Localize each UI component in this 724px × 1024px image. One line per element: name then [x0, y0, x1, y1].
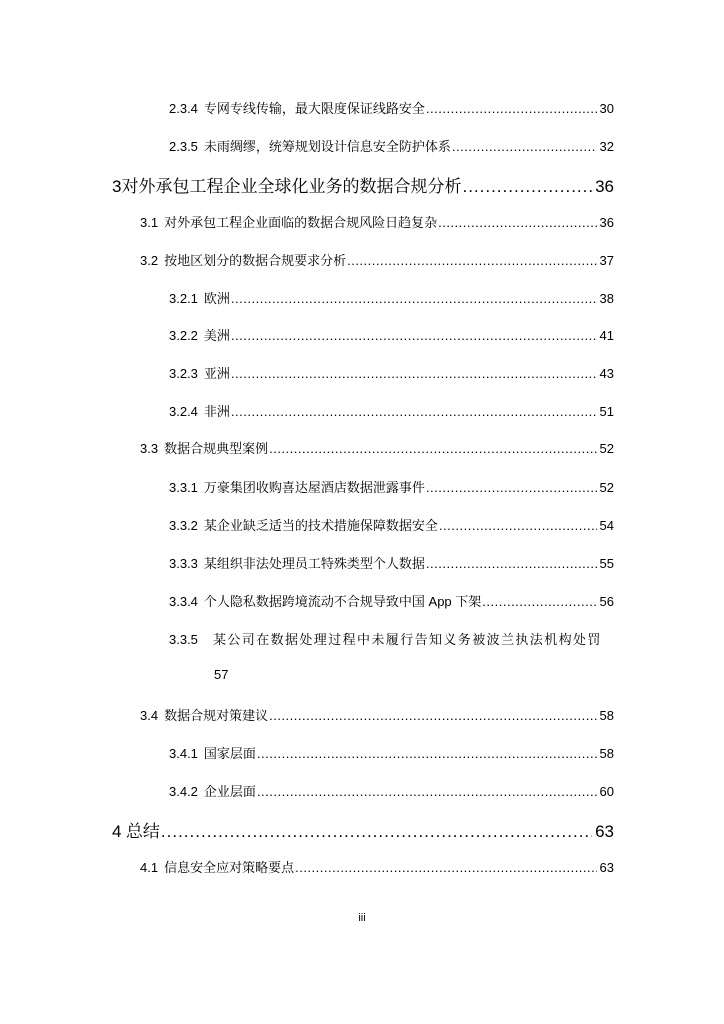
toc-entry-title: 亚洲 [203, 366, 230, 381]
toc-entry-title: 国家层面 [203, 746, 256, 761]
page-number-footer: iii [358, 912, 366, 924]
toc-entry-page: 52 [599, 480, 614, 495]
toc-entry-title: 按地区划分的数据合规要求分析 [164, 253, 347, 268]
toc-entry-title: 万豪集团收购喜达屋酒店数据泄露事件 [203, 480, 425, 495]
toc-entry-number: 3.3.1 [169, 480, 198, 495]
toc-entry-page: 32 [599, 139, 614, 154]
toc-entry-3-4-1[interactable] [169, 743, 614, 762]
toc-entry-3-3-5[interactable] [169, 629, 614, 648]
toc-entry-2-3-5[interactable] [169, 136, 614, 155]
toc-entry-number: 3.3.3 [169, 556, 198, 571]
toc-entry-number: 3.3.4 [169, 594, 198, 609]
dot-leader [426, 101, 597, 116]
toc-entry-page: 56 [599, 594, 614, 609]
toc-entry-3-3-1[interactable] [169, 477, 614, 496]
toc-entry-title: 某公司在数据处理过程中未履行告知义务被波兰执法机构处罚 [213, 632, 602, 647]
toc-entry-number: 2.3.4 [169, 101, 198, 116]
dot-leader [231, 291, 597, 306]
toc-entry-title: 数据合规对策建议 [164, 708, 269, 723]
toc-entry-2-3-4[interactable] [169, 98, 614, 117]
toc-entry-title: 个人隐私数据跨境流动不合规导致中国 App 下架 [203, 594, 482, 609]
dot-leader [438, 215, 596, 230]
toc-entry-title: 对外承包工程企业全球化业务的数据合规分析 [121, 177, 462, 197]
toc-entry-number: 3.2.4 [169, 404, 198, 419]
toc-entry-3-2-4[interactable] [169, 401, 614, 420]
dot-leader [426, 480, 597, 495]
toc-entry-title: 欧洲 [203, 291, 230, 306]
toc-entry-title: 数据合规典型案例 [164, 441, 269, 456]
toc-entry-title: 总结 [125, 822, 160, 842]
toc-entry-3-4-2[interactable] [169, 781, 614, 800]
toc-entry-title: 非洲 [203, 404, 230, 419]
toc-entry-3-2-2[interactable] [169, 325, 614, 344]
dot-leader [257, 784, 597, 799]
toc-entry-page: 60 [599, 784, 614, 799]
dot-leader [231, 328, 597, 343]
dot-leader [295, 860, 596, 875]
toc-entry-title: 美洲 [203, 328, 230, 343]
toc-entry-3-3-5-page[interactable]: 57 [214, 667, 229, 682]
toc-entry-title: 专网专线传输，最大限度保证线路安全 [203, 101, 425, 116]
toc-entry-page: 51 [599, 404, 614, 419]
toc-entry-number: 3.4.1 [169, 746, 198, 761]
toc-entry-page: 43 [599, 366, 614, 381]
dot-leader [161, 822, 592, 842]
toc-entry-number: 3.2.1 [169, 291, 198, 306]
toc-entry-page: 55 [599, 556, 614, 571]
toc-entry-title: 信息安全应对策略要点 [164, 860, 295, 875]
toc-entry-3-3-3[interactable] [169, 553, 614, 572]
toc-entry-page: 37 [599, 253, 614, 268]
toc-entry-page: 38 [599, 291, 614, 306]
toc-entry-number: 3.3 [140, 441, 159, 456]
toc-entry-page: 30 [599, 101, 614, 116]
toc-entry-3-3-2[interactable] [169, 515, 614, 534]
toc-entry-3-2[interactable] [140, 250, 614, 269]
dot-leader [426, 556, 597, 571]
toc-entry-number: 3.1 [140, 215, 159, 230]
toc-entry-title: 某组织非法处理员工特殊类型个人数据 [203, 556, 425, 571]
toc-entry-page: 54 [599, 518, 614, 533]
toc-entry-number: 4 [112, 822, 122, 841]
toc-entry-title: 企业层面 [203, 784, 256, 799]
dot-leader [257, 746, 597, 761]
toc-entry-page: 52 [599, 441, 614, 456]
toc-entry-title: 对外承包工程企业面临的数据合规风险日趋复杂 [164, 215, 438, 230]
toc-entry-3-4[interactable] [140, 705, 614, 724]
toc-entry-3-3[interactable] [140, 438, 614, 457]
toc-entry-3[interactable] [112, 172, 614, 197]
dot-leader [269, 708, 596, 723]
toc-entry-number: 3.2.3 [169, 366, 198, 381]
toc-entry-3-2-3[interactable] [169, 363, 614, 382]
toc-entry-page: 63 [599, 860, 614, 875]
dot-leader [452, 139, 597, 154]
toc-entry-number: 4.1 [140, 860, 159, 875]
toc-entry-title: 某企业缺乏适当的技术措施保障数据安全 [203, 518, 438, 533]
toc-entry-number: 3.3.2 [169, 518, 198, 533]
toc-entry-4-1[interactable] [140, 857, 614, 876]
toc-entry-number: 3.2.2 [169, 328, 198, 343]
toc-entry-number: 3.4.2 [169, 784, 198, 799]
toc-entry-4[interactable] [112, 817, 614, 842]
toc-entry-page: 58 [599, 746, 614, 761]
toc-entry-number: 3.4 [140, 708, 159, 723]
toc-entry-page: 63 [595, 822, 614, 841]
toc-entry-3-3-4[interactable] [169, 591, 614, 610]
toc-entry-number: 2.3.5 [169, 139, 198, 154]
toc-entry-page: 41 [599, 328, 614, 343]
dot-leader [347, 253, 596, 268]
toc-entry-3-2-1[interactable] [169, 288, 614, 307]
dot-leader [482, 594, 596, 609]
dot-leader [439, 518, 597, 533]
toc-entry-number: 3 [112, 177, 122, 196]
toc-entry-number: 3.3.5 [169, 632, 198, 647]
toc-entry-page: 58 [599, 708, 614, 723]
toc-entry-title: 未雨绸缪，统筹规划设计信息安全防护体系 [203, 139, 451, 154]
toc-entry-3-1[interactable] [140, 212, 614, 231]
toc-entry-number: 3.2 [140, 253, 159, 268]
toc-entry-page: 36 [595, 177, 614, 196]
dot-leader [462, 177, 592, 197]
toc-entry-page: 36 [599, 215, 614, 230]
dot-leader [231, 404, 597, 419]
dot-leader [269, 441, 596, 456]
dot-leader [231, 366, 597, 381]
